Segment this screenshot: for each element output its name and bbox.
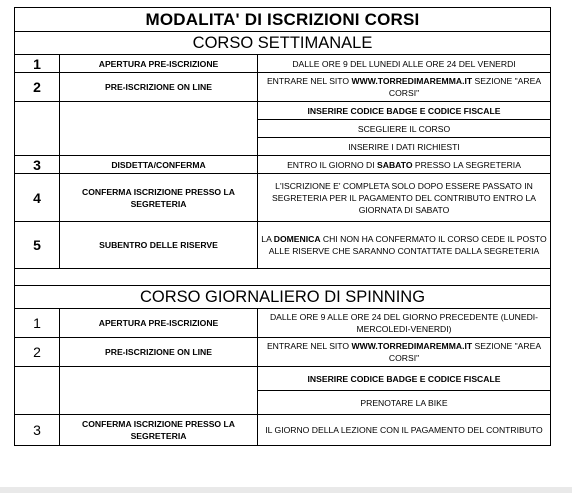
spacer-row: [15, 269, 551, 286]
step-action: CONFERMA ISCRIZIONE PRESSO LA SEGRETERIA: [60, 415, 258, 446]
website-link-text: WWW.TORREDIMAREMMA.IT: [351, 76, 473, 86]
step-number: 2: [15, 73, 60, 102]
spinning-course-heading: CORSO GIORNALIERO DI SPINNING: [15, 286, 551, 309]
step-action: CONFERMA ISCRIZIONE PRESSO LA SEGRETERIA: [60, 174, 258, 222]
spacer-cell: [15, 269, 551, 286]
step-number: 1: [15, 309, 60, 338]
step-description: [258, 222, 551, 269]
substep-description: INSERIRE CODICE BADGE E CODICE FISCALE: [258, 102, 551, 120]
substep-description: INSERIRE CODICE BADGE E CODICE FISCALE: [258, 367, 551, 391]
step-description: L'ISCRIZIONE E' COMPLETA SOLO DOPO ESSERE PASSATO IN SEGRETERIA PER IL PAGAMENTO DEL CONTRIBUTO ENTRO LA GIORNATA DI SABATO: [258, 174, 551, 222]
desc-text: ENTRARE NEL SITO: [266, 341, 352, 351]
step-number: 1: [15, 55, 60, 73]
substep-description: SCEGLIERE IL CORSO: [258, 120, 551, 138]
empty-cell: [15, 367, 60, 415]
table-row: [15, 309, 551, 338]
step-description: IL GIORNO DELLA LEZIONE CON IL PAGAMENTO DEL CONTRIBUTO: [258, 415, 551, 446]
table-row: [15, 174, 551, 222]
step-action: DISDETTA/CONFERMA: [60, 156, 258, 174]
desc-emphasis: DOMENICA: [273, 234, 321, 244]
step-action: APERTURA PRE-ISCRIZIONE: [60, 55, 258, 73]
desc-text: SEZIONE "AREA CORSI": [388, 76, 542, 98]
step-description: [258, 338, 551, 367]
page-title: MODALITA' DI ISCRIZIONI CORSI: [15, 8, 551, 32]
empty-cell: [15, 102, 60, 156]
spinning-heading-row: [15, 286, 551, 309]
weekly-heading-row: [15, 32, 551, 55]
table-row: [15, 222, 551, 269]
table-row: [15, 55, 551, 73]
step-description: [258, 156, 551, 174]
enrollment-table: [14, 7, 551, 446]
table-row: [15, 102, 551, 120]
step-number: 4: [15, 174, 60, 222]
step-action: PRE-ISCRIZIONE ON LINE: [60, 338, 258, 367]
page-bottom-edge: [0, 487, 572, 493]
step-number: 2: [15, 338, 60, 367]
table-row: [15, 73, 551, 102]
substep-description: INSERIRE I DATI RICHIESTI: [258, 138, 551, 156]
desc-emphasis: SABATO: [377, 159, 413, 170]
table-row: [15, 156, 551, 174]
step-number: 3: [15, 415, 60, 446]
step-description: DALLE ORE 9 ALLE ORE 24 DEL GIORNO PRECEDENTE (LUNEDI-MERCOLEDI-VENERDI): [258, 309, 551, 338]
step-number: 3: [15, 156, 60, 174]
step-number: 5: [15, 222, 60, 269]
step-action: PRE-ISCRIZIONE ON LINE: [60, 73, 258, 102]
table-row: [15, 338, 551, 367]
step-description: DALLE ORE 9 DEL LUNEDI ALLE ORE 24 DEL VENERDI: [258, 55, 551, 73]
desc-text: ENTRO IL GIORNO DI: [287, 159, 378, 170]
website-link-text: WWW.TORREDIMAREMMA.IT: [351, 341, 473, 351]
title-row: [15, 8, 551, 32]
desc-text: SEZIONE "AREA CORSI": [388, 341, 542, 363]
desc-text: ENTRARE NEL SITO: [266, 76, 352, 86]
step-action: APERTURA PRE-ISCRIZIONE: [60, 309, 258, 338]
table-row: [15, 367, 551, 391]
table-row: [15, 415, 551, 446]
empty-cell: [60, 367, 258, 415]
step-action: SUBENTRO DELLE RISERVE: [60, 222, 258, 269]
weekly-course-heading: CORSO SETTIMANALE: [15, 32, 551, 55]
empty-cell: [60, 102, 258, 156]
desc-text: CHI NON HA CONFERMATO IL CORSO CEDE IL POSTO ALLE RISERVE CHE SARANNO CONTATTATE DALLA SEGRETERIA: [268, 234, 547, 256]
desc-text: LA: [261, 234, 274, 244]
substep-description: PRENOTARE LA BIKE: [258, 391, 551, 415]
desc-text: PRESSO LA SEGRETERIA: [412, 159, 521, 170]
step-description: [258, 73, 551, 102]
